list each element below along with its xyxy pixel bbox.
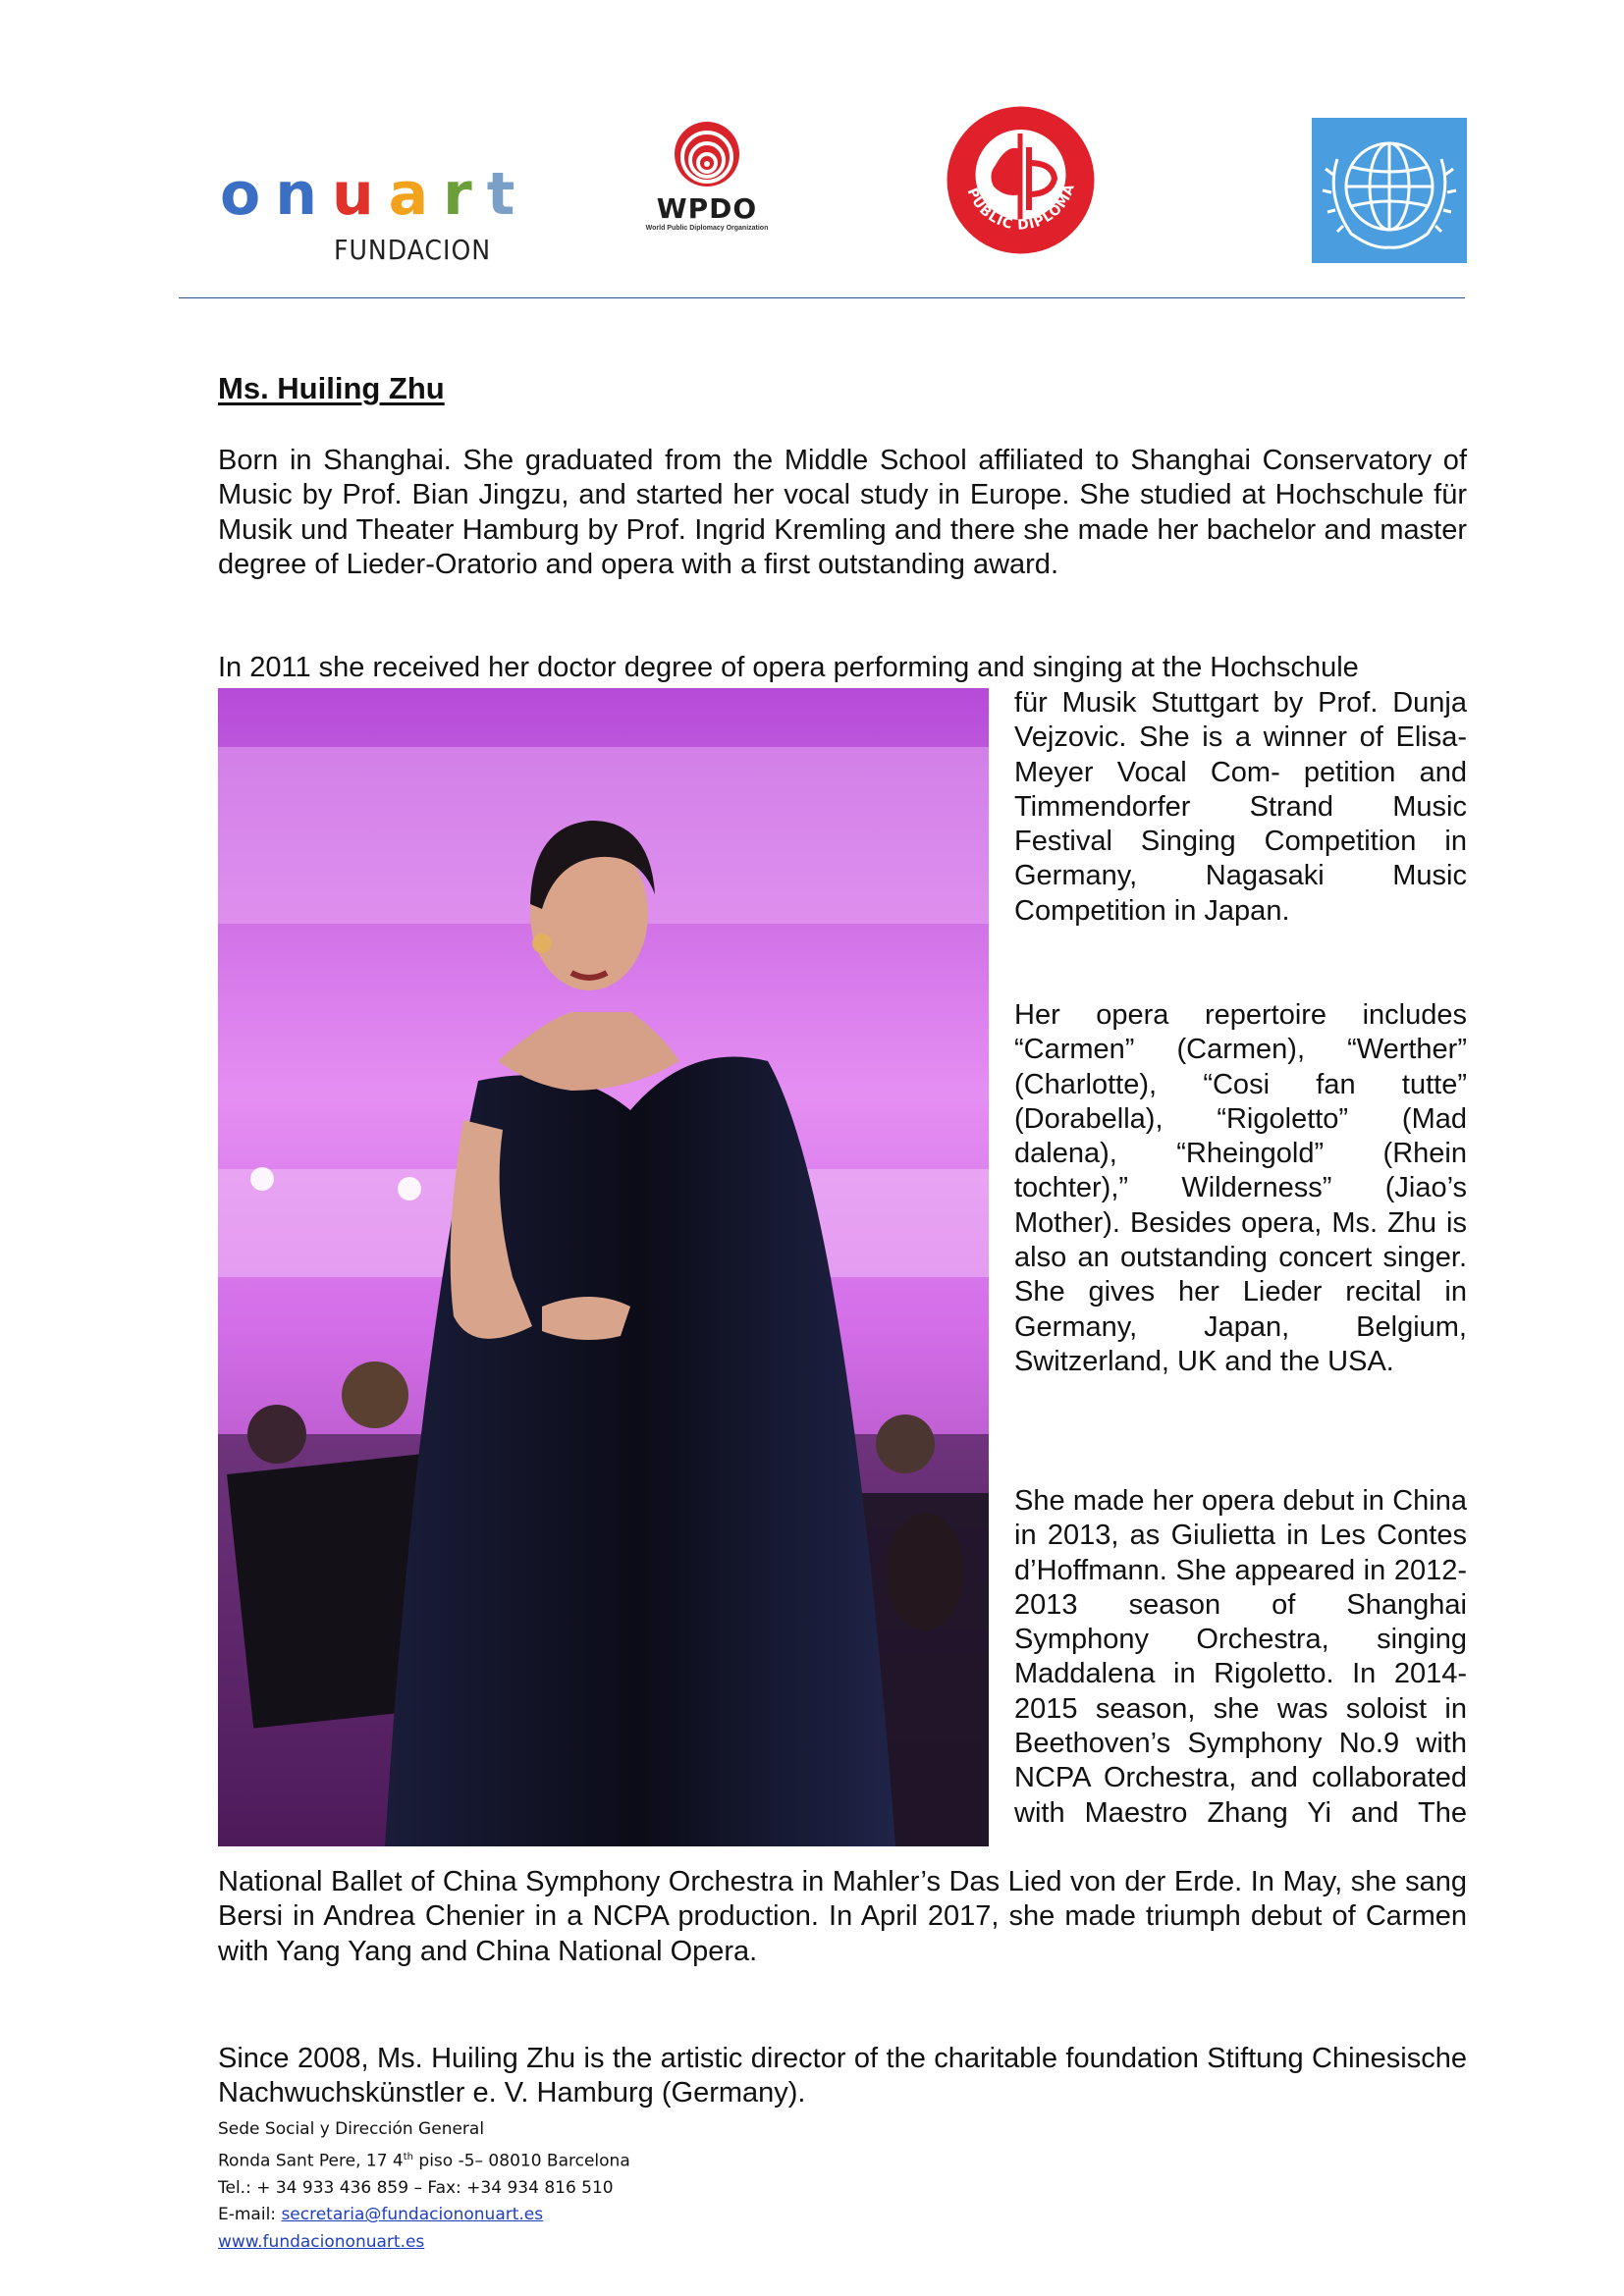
onuart-wordmark: onuart [220,160,530,229]
wpdo-subtitle: World Public Diplomacy Organization [645,225,769,232]
public-diplomacy-logo [945,104,1097,256]
wpdo-wordmark: WPDO [656,192,758,225]
website-link[interactable]: www.fundaciononuart.es [218,2231,425,2252]
header-divider [179,297,1465,298]
footer-address: Ronda Sant Pere, 17 4th piso -5– 08010 Barcelona [218,2151,630,2171]
paragraph-biography-intro: Born in Shanghai. She graduated from the Middle School affiliated to Shanghai Conservatory of Music by Prof. Bian Jingzu, and started her vocal study in Europe. She studied at Hochschule für Musik und Theater Hamburg by Prof. Ingrid Kremling and there she made her bachelor and master degree of Lieder-Oratorio and opera with a first outstanding award. [218,445,1467,580]
public-diplomacy-seal-icon [945,104,1097,256]
page-title: Ms. Huiling Zhu [218,371,445,405]
email-link[interactable]: secretaria@fundaciononuart.es [281,2205,544,2225]
paragraph-doctorate-continued: für Musik Stuttgart by Prof. Dunja Vejzovic. She is a winner of Elisa-Meyer Vocal Com- petition and Timmendorfer Strand Music Festival Singing Competition in Germany, Nagasaki Music Competition in Japan. [1014,687,1467,927]
onuart-subtitle: FUNDACION [334,234,492,266]
performer-image [218,688,989,1846]
singer-photo [218,688,989,1846]
footer-email-line: E-mail: secretaria@fundaciononuart.es [218,2205,544,2225]
wpdo-logo [643,120,771,252]
un-emblem-logo [1312,118,1467,263]
paragraph-opera-debut-continued: National Ballet of China Symphony Orchestra in Mahler’s Das Lied von der Erde. In May, she sang Bersi in Andrea Chenier in a NCPA production. In April 2017, she made triumph debut of Carmen with Yang Yang and China National Opera. [218,1866,1467,1967]
footer-office-label: Sede Social y Dirección General [218,2119,485,2139]
wpdo-emblem-icon [673,120,741,188]
paragraph-repertoire: Her opera repertoire includes “Carmen” (Carmen), “Werther” (Charlotte), “Cosi fan tutte” (Dorabella), “Rigoletto” (Mad dalena), “Rheingold” (Rhein tochter),” Wilderness” (Jiao’s Mother). Besides opera, Ms. Zhu is also an outstanding concert singer. She gives her Lieder recital in Germany, Japan, Belgium, Switzerland, UK and the USA. [1014,999,1467,1377]
footer-phone-fax: Tel.: + 34 933 436 859 – Fax: +34 934 816 510 [218,2177,614,2198]
globe-wreath-icon [1312,118,1467,263]
paragraph-opera-debut-column: She made her opera debut in China in 2013, as Giulietta in Les Contes d’Hoffmann. She appeared in 2012-2013 season of Shanghai Symphony Orchestra, singing Maddalena in Rigoletto. In 2014-2015 season, she was soloist in Beethoven’s Symphony No.9 with NCPA Orchestra, and collaborated with Maestro Zhang Yi and The [1014,1485,1467,1829]
footer-contact [218,2116,630,2256]
paragraph-doctorate-first-line: In 2011 she received her doctor degree of opera performing and singing at the Hochschule [218,652,1359,683]
paragraph-artistic-director: Since 2008, Ms. Huiling Zhu is the artistic director of the charitable foundation Stiftung Chinesische Nachwuchskünstler e. V. Hamburg (Germany). [218,2043,1467,2109]
onuart-fundacion-logo [220,160,530,273]
svg-text:PUBLIC DIPLOMACY: PUBLIC DIPLOMA [963,181,1079,234]
